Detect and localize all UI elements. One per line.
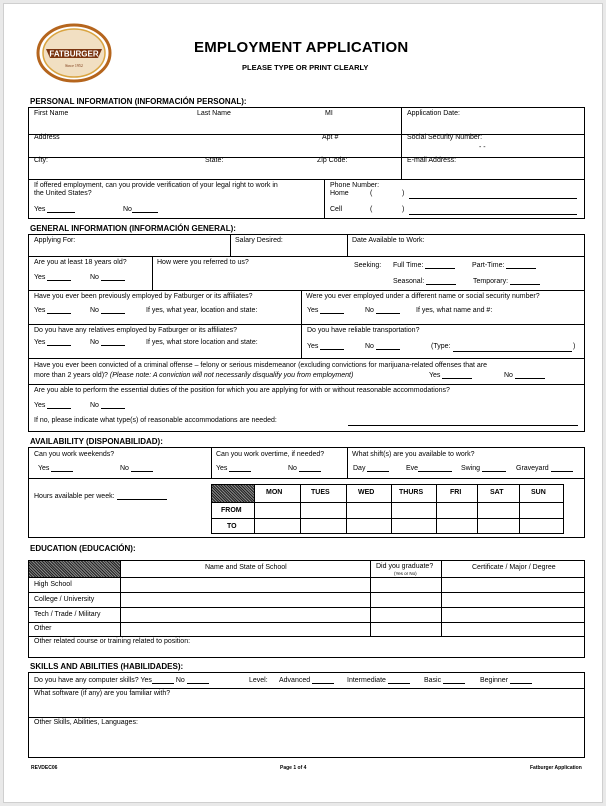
application-date-field[interactable]: Application Date: xyxy=(407,110,460,117)
availability-heading: AVAILABILITY (DISPONABILIDAD): xyxy=(30,437,163,446)
relatives-question: Do you have any relatives employed by Fatburger or its affiliates? xyxy=(34,327,237,334)
day-tues: TUES xyxy=(311,489,330,496)
page-title: EMPLOYMENT APPLICATION xyxy=(194,39,409,56)
cell-paren-open: ( xyxy=(370,206,373,213)
transport-question: Do you have reliable transportation? xyxy=(307,327,420,334)
transport-paren-close: ) xyxy=(573,343,576,350)
age-no[interactable]: No xyxy=(90,274,125,281)
day-mon: MON xyxy=(266,489,283,496)
graduate-column-sub: (Yes or No) xyxy=(394,571,417,576)
conviction-yes[interactable]: Yes xyxy=(429,372,472,379)
referred-question[interactable]: How were you referred to us? xyxy=(157,259,249,266)
shift-day[interactable]: Day xyxy=(353,465,389,472)
level-intermediate[interactable]: Intermediate xyxy=(347,677,410,684)
weekends-question: Can you work weekends? xyxy=(34,451,115,458)
date-available-field[interactable]: Date Available to Work: xyxy=(352,237,425,244)
zip-field[interactable]: Zip Code: xyxy=(317,157,348,164)
full-time-option[interactable]: Full Time: xyxy=(393,262,455,269)
cell-paren-close: ) xyxy=(402,206,405,213)
prev-employed-details[interactable]: If yes, what year, location and state: xyxy=(146,307,258,314)
phone-label: Phone Number: xyxy=(330,182,380,189)
software-field[interactable]: What software (if any) are you familiar with? xyxy=(34,690,171,697)
verify-yes[interactable]: Yes xyxy=(34,206,75,213)
education-heading: EDUCATION (EDUCACIÓN): xyxy=(30,544,136,553)
day-thurs: THURS xyxy=(399,489,424,496)
skills-box xyxy=(28,672,585,758)
application-page xyxy=(3,3,603,803)
weekends-no[interactable]: No xyxy=(120,465,153,472)
salary-field[interactable]: Salary Desired: xyxy=(235,237,283,244)
verify-no[interactable]: No xyxy=(123,206,158,213)
home-paren-open: ( xyxy=(370,190,373,197)
city-field[interactable]: City: xyxy=(34,157,48,164)
school-column-header: Name and State of School xyxy=(205,564,287,571)
conviction-question: Have you ever been convicted of a criminal offense – felony or serious misdemeanor (excluding convictions for marijuana-related offenses that are xyxy=(34,362,488,369)
state-field[interactable]: State: xyxy=(205,157,224,164)
edu-row-tech[interactable]: Tech / Trade / Military xyxy=(34,611,101,618)
part-time-option[interactable]: Part-Time: xyxy=(472,262,536,269)
transport-type[interactable]: (Type: xyxy=(431,343,451,350)
level-advanced[interactable]: Advanced xyxy=(279,677,334,684)
verify-question: If offered employment, can you provide verification of your legal right to work in xyxy=(34,182,278,189)
footer-revision: REVDEC06 xyxy=(31,765,58,771)
relatives-no[interactable]: No xyxy=(90,339,125,346)
verify-question-2: the United States? xyxy=(34,190,92,197)
logo-text: FATBURGER xyxy=(49,49,99,59)
relatives-yes[interactable]: Yes xyxy=(34,339,71,346)
seasonal-option[interactable]: Seasonal: xyxy=(393,278,456,285)
weekends-yes[interactable]: Yes xyxy=(38,465,73,472)
footer-app-name: Fatburger Application xyxy=(530,765,582,771)
ssn-dashes: - - xyxy=(479,144,486,151)
level-basic[interactable]: Basic xyxy=(424,677,465,684)
level-label: Level: xyxy=(249,677,268,684)
hours-grid xyxy=(211,484,564,534)
personal-info-box xyxy=(28,107,585,219)
overtime-question: Can you work overtime, if needed? xyxy=(216,451,325,458)
first-name-field[interactable]: First Name xyxy=(34,110,69,117)
transport-yes[interactable]: Yes xyxy=(307,343,344,350)
cell-phone-field[interactable]: Cell xyxy=(330,206,343,213)
logo-subtext: Since 1952 xyxy=(65,63,83,68)
from-label: FROM xyxy=(221,507,242,514)
prev-employed-question: Have you ever been previously employed by Fatburger or its affiliates? xyxy=(34,293,253,300)
page-subtitle: PLEASE TYPE OR PRINT CLEARLY xyxy=(242,63,369,72)
overtime-yes[interactable]: Yes xyxy=(216,465,251,472)
education-grid-corner xyxy=(29,561,120,577)
personal-heading: PERSONAL INFORMATION (INFORMACIÓN PERSONAL): xyxy=(30,97,247,106)
overtime-no[interactable]: No xyxy=(288,465,321,472)
hours-grid-corner xyxy=(212,485,254,502)
to-label: TO xyxy=(227,523,237,530)
skills-heading: SKILLS AND ABILITIES (HABILIDADES): xyxy=(30,662,184,671)
email-field[interactable]: E-mail Address: xyxy=(407,157,457,164)
home-paren-close: ) xyxy=(402,190,405,197)
address-field[interactable]: Address xyxy=(34,134,60,141)
hours-per-week[interactable]: Hours available per week: xyxy=(34,493,167,500)
edu-row-other[interactable]: Other xyxy=(34,625,52,632)
conviction-no[interactable]: No xyxy=(504,372,545,379)
shift-graveyard[interactable]: Graveyard xyxy=(516,465,573,472)
general-heading: GENERAL INFORMATION (INFORMACIÓN GENERAL): xyxy=(30,224,236,233)
relatives-details[interactable]: If yes, what store location and state: xyxy=(146,339,258,346)
day-fri: FRI xyxy=(450,489,462,496)
duties-yes[interactable]: Yes xyxy=(34,402,71,409)
shift-eve[interactable]: Eve xyxy=(406,465,452,472)
diff-name-details[interactable]: If yes, what name and #: xyxy=(416,307,493,314)
edu-row-high-school[interactable]: High School xyxy=(34,581,72,588)
certificate-column-header: Certificate / Major / Degree xyxy=(472,564,556,571)
footer-page: Page 1 of 4 xyxy=(280,765,307,771)
duties-question: Are you able to perform the essential duties of the position for which you are applying for with or without reasonable accommodations? xyxy=(34,387,450,394)
transport-no[interactable]: No xyxy=(365,343,400,350)
other-course-field[interactable]: Other related course or training related to position: xyxy=(34,638,191,645)
prev-employed-yes[interactable]: Yes xyxy=(34,307,71,314)
other-skills-field[interactable]: Other Skills, Abilities, Languages: xyxy=(34,719,138,726)
prev-employed-no[interactable]: No xyxy=(90,307,125,314)
diff-name-question: Were you ever employed under a different name or social security number? xyxy=(306,293,540,300)
shift-swing[interactable]: Swing xyxy=(461,465,506,472)
day-wed: WED xyxy=(358,489,375,496)
seeking-label: Seeking: xyxy=(354,262,382,269)
day-sat: SAT xyxy=(490,489,504,496)
graduate-column-header: Did you graduate? xyxy=(376,563,434,570)
conviction-question-2: more than 2 years old)? (Please note: A conviction will not necessarily disqualify you from employment) xyxy=(34,372,354,379)
age-yes[interactable]: Yes xyxy=(34,274,71,281)
mi-field[interactable]: MI xyxy=(325,110,333,117)
computer-skills-question: Do you have any computer skills? Yes No xyxy=(34,677,209,684)
diff-name-no[interactable]: No xyxy=(365,307,400,314)
accommodations-question: If no, please indicate what type(s) of reasonable accommodations are needed: xyxy=(34,417,277,424)
diff-name-yes[interactable]: Yes xyxy=(307,307,344,314)
level-beginner[interactable]: Beginner xyxy=(480,677,532,684)
temporary-option[interactable]: Temporary: xyxy=(473,278,540,285)
shifts-question: What shift(s) are you available to work? xyxy=(352,451,475,458)
apt-field[interactable]: Apt # xyxy=(322,134,339,141)
last-name-field[interactable]: Last Name xyxy=(197,110,231,117)
accommodations-line[interactable] xyxy=(348,425,578,426)
ssn-field[interactable]: Social Security Number: xyxy=(407,134,483,141)
duties-no[interactable]: No xyxy=(90,402,125,409)
age-question: Are you at least 18 years old? xyxy=(34,259,127,266)
home-phone-field[interactable]: Home xyxy=(330,190,349,197)
day-sun: SUN xyxy=(531,489,546,496)
applying-for-field[interactable]: Applying For: xyxy=(34,237,76,244)
fatburger-logo xyxy=(36,23,112,83)
edu-row-college[interactable]: College / University xyxy=(34,596,95,603)
